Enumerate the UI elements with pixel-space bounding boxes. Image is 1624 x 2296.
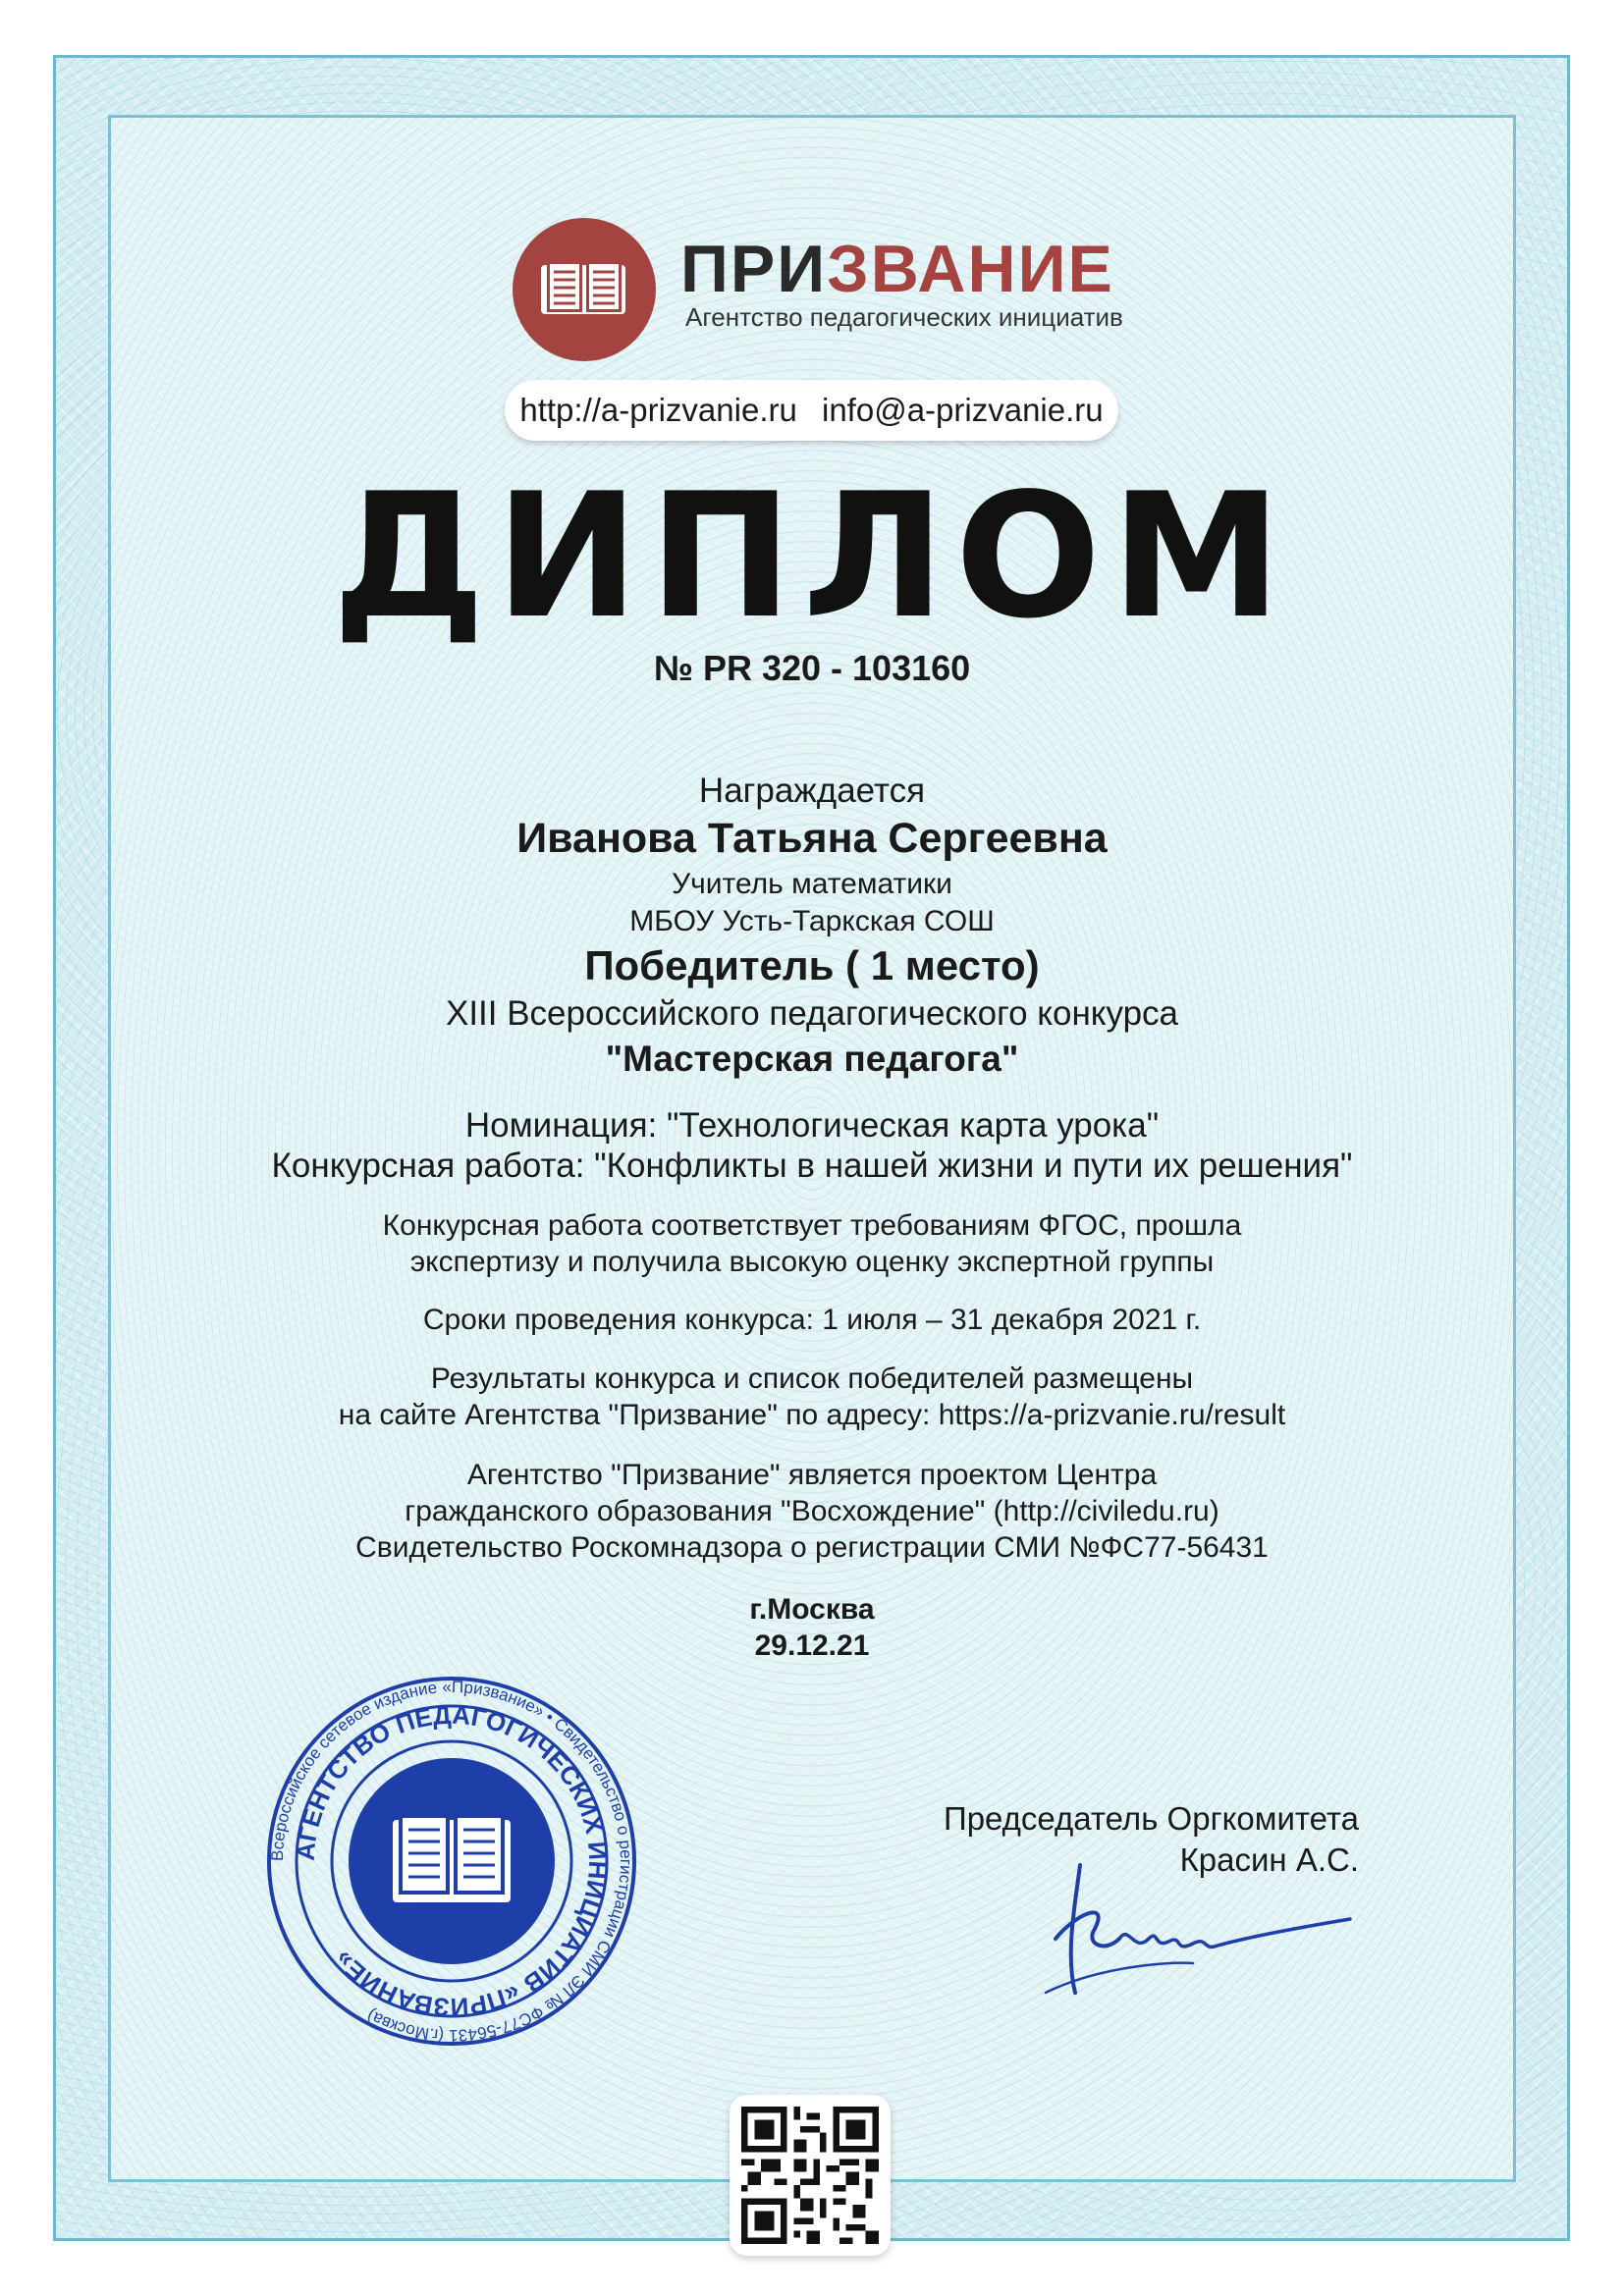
awarded-label: Награждается <box>698 772 926 810</box>
agency-line-2: гражданского образования "Восхождение" (http://civiledu.ru) <box>405 1495 1219 1527</box>
open-book-icon <box>539 257 629 322</box>
contest-name: "Мастерская педагога" <box>605 1039 1019 1079</box>
diploma-number: № PR 320 - 103160 <box>653 648 971 688</box>
agency-line-3: Свидетельство Роскомнадзора о регистрации СМИ №ФС77-56431 <box>355 1531 1269 1564</box>
diploma-title: ДИПЛОМ <box>332 457 1292 657</box>
results-line-2: на сайте Агентства "Призвание" по адресу: https://a-prizvanie.ru/result <box>338 1399 1286 1431</box>
brand-subtitle: Агентство педагогических инициатив <box>685 302 1123 332</box>
recipient-name: Иванова Татьяна Сергеевна <box>516 815 1108 862</box>
agency-line-1: Агентство "Призвание" является проектом Центра <box>466 1459 1158 1491</box>
award-place: Победитель ( 1 место) <box>584 942 1040 988</box>
brand-name <box>680 232 1114 306</box>
fgos-line-1: Конкурсная работа соответствует требованиям ФГОС, прошла <box>382 1209 1242 1242</box>
issue-date: 29.12.21 <box>754 1629 870 1662</box>
recipient-school: МБОУ Усть-Таркская СОШ <box>629 905 995 937</box>
website-link[interactable]: http://a-prizvanie.ru <box>519 392 797 428</box>
recipient-position: Учитель математики <box>672 868 952 900</box>
brand-name-part2: ЗВАНИЕ <box>827 232 1114 306</box>
official-stamp <box>265 1675 638 2048</box>
email-link[interactable]: info@a-prizvanie.ru <box>822 392 1104 428</box>
signatory-title: Председатель Оргкомитета <box>943 1800 1359 1837</box>
nomination: Номинация: "Технологическая карта урока" <box>464 1106 1160 1145</box>
handwritten-signature <box>1036 1845 1360 2002</box>
issue-city: г.Москва <box>749 1593 875 1626</box>
brand-name-part1: ПРИ <box>680 232 828 306</box>
brand-logo <box>513 218 656 361</box>
open-book-icon <box>393 1814 511 1902</box>
signatory-name: Красин А.С. <box>1179 1842 1359 1879</box>
results-line-1: Результаты конкурса и список победителей размещены <box>430 1362 1194 1395</box>
qr-code[interactable] <box>730 2095 891 2256</box>
stamp-inner-text: АГЕНТСТВО ПЕДАГОГИЧЕСКИХ ИНИЦИАТИВ «ПРИЗВАНИЕ» <box>290 1699 614 2023</box>
qr-code-icon <box>741 2107 879 2244</box>
fgos-line-2: экспертизу и получила высокую оценку экспертной группы <box>409 1246 1215 1278</box>
contest-description: XIII Всероссийского педагогического конкурса <box>445 994 1179 1033</box>
stamp-outer-text: Всероссийское сетевое издание «Призвание» • Свидетельство о регистрации СМИ ЭЛ № ФС77-56431 (г.Москва) <box>267 1677 636 2046</box>
contacts-pill <box>505 380 1118 441</box>
contest-dates: Сроки проведения конкурса: 1 июля – 31 декабря 2021 г. <box>422 1304 1202 1336</box>
contest-work: Конкурсная работа: "Конфликты в нашей жизни и пути их решения" <box>271 1147 1353 1185</box>
